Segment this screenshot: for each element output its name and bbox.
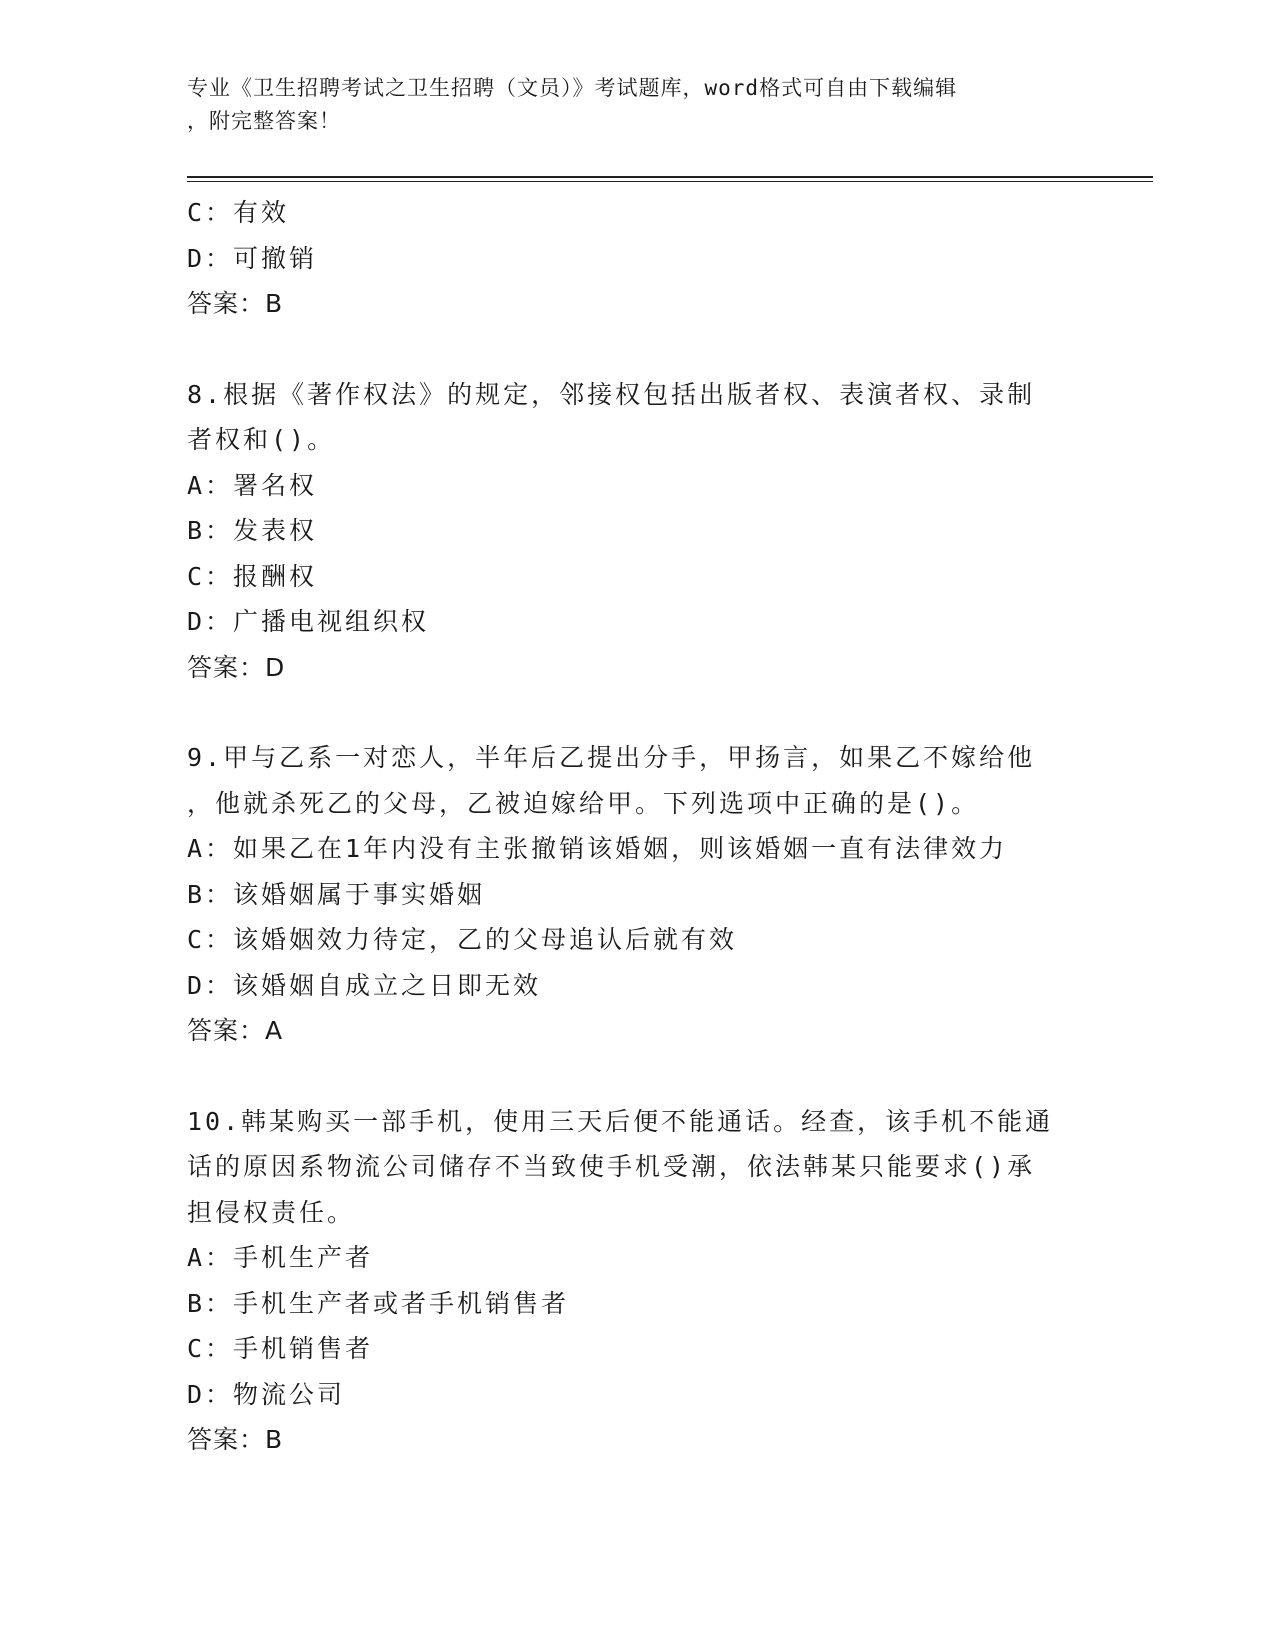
spacer bbox=[187, 1054, 1087, 1099]
question-9 bbox=[187, 735, 1087, 1054]
answer-line: 答案：B bbox=[187, 289, 284, 318]
question-content bbox=[187, 190, 1087, 1463]
option-b: B：手机生产者或者手机销售者 bbox=[187, 1288, 570, 1318]
question-stem-line: 者权和()。 bbox=[187, 425, 336, 454]
option-b: B：发表权 bbox=[187, 516, 318, 545]
question-stem-line: 话的原因系物流公司储存不当致使手机受潮，依法韩某只能要求()承 bbox=[187, 1152, 1036, 1181]
option-a: A：如果乙在1年内没有主张撤销该婚姻，则该婚姻一直有法律效力 bbox=[187, 834, 1008, 863]
option-d: D：该婚姻自成立之日即无效 bbox=[187, 970, 542, 1000]
spacer bbox=[187, 690, 1087, 735]
option-c: C：报酬权 bbox=[187, 561, 318, 591]
question-stem-line: 8.根据《著作权法》的规定，邻接权包括出版者权、表演者权、录制 bbox=[187, 379, 1036, 409]
header-divider-thick bbox=[187, 176, 1153, 178]
question-stem-line: 10.韩某购买一部手机，使用三天后便不能通话。经查，该手机不能通 bbox=[187, 1106, 1054, 1136]
question-8 bbox=[187, 372, 1087, 691]
answer-line: 答案：B bbox=[187, 1425, 284, 1454]
option-a: A：手机生产者 bbox=[187, 1243, 374, 1272]
option-c: C：有效 bbox=[187, 198, 290, 227]
question-10 bbox=[187, 1099, 1087, 1463]
answer-line: 答案：A bbox=[187, 1016, 284, 1045]
header-divider-thin bbox=[187, 181, 1153, 182]
answer-line: 答案：D bbox=[187, 652, 286, 682]
option-d: D：广播电视组织权 bbox=[187, 607, 430, 636]
question-stem-line: ，他就杀死乙的父母，乙被迫嫁给甲。下列选项中正确的是()。 bbox=[187, 788, 980, 818]
spacer bbox=[187, 327, 1087, 372]
header-line-1: 专业《卫生招聘考试之卫生招聘（文员）》考试题库，word格式可自由下载编辑 bbox=[187, 76, 958, 100]
document-header bbox=[187, 72, 1087, 138]
question-stem-line: 担侵权责任。 bbox=[187, 1197, 356, 1227]
option-c: C：该婚姻效力待定，乙的父母追认后就有效 bbox=[187, 925, 738, 954]
option-b: B：该婚姻属于事实婚姻 bbox=[187, 879, 486, 909]
question-7-tail bbox=[187, 190, 1087, 327]
header-line-2: ，附完整答案！ bbox=[187, 109, 341, 133]
option-a: A：署名权 bbox=[187, 470, 318, 500]
option-d: D：可撤销 bbox=[187, 243, 318, 273]
option-d: D：物流公司 bbox=[187, 1379, 346, 1409]
option-c: C：手机销售者 bbox=[187, 1334, 374, 1363]
question-stem-line: 9.甲与乙系一对恋人，半年后乙提出分手，甲扬言，如果乙不嫁给他 bbox=[187, 743, 1036, 772]
